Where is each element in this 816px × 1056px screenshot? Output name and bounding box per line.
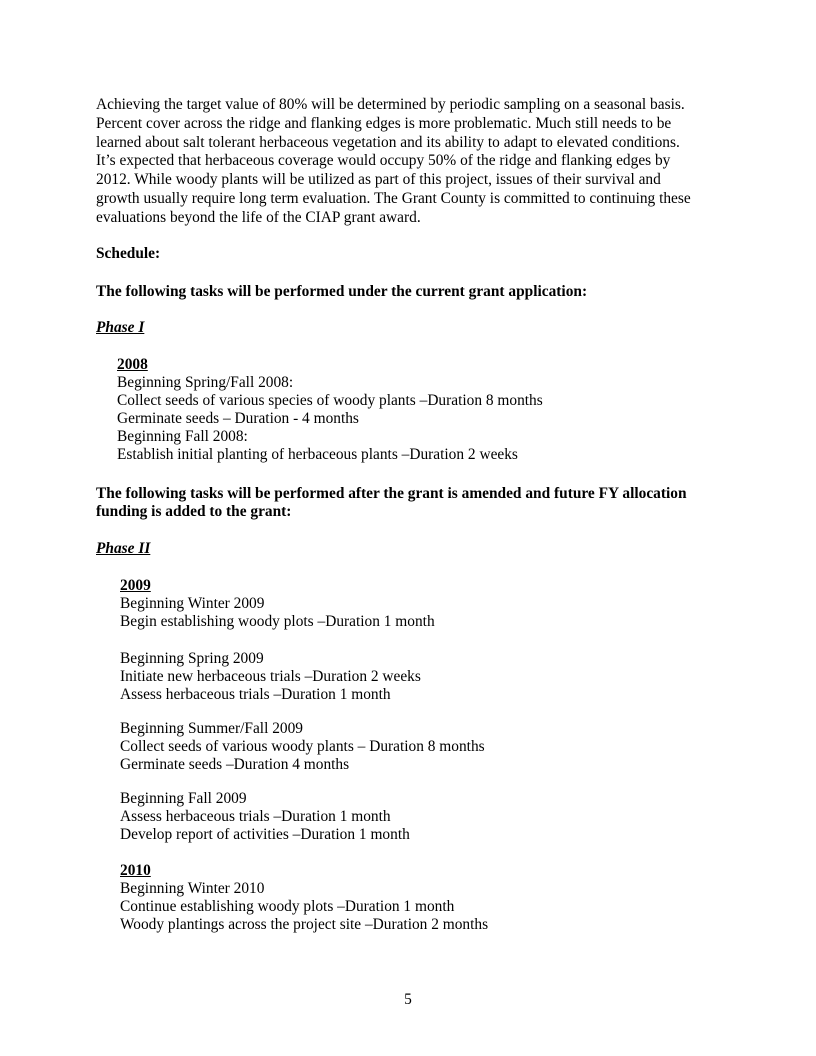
- intro-line: Percent cover across the ridge and flanking edges is more problematic. Much still needs to be: [96, 115, 672, 132]
- year-2010-heading: 2010: [120, 862, 151, 879]
- task-line: Woody plantings across the project site –Duration 2 months: [120, 916, 489, 933]
- task-line: Initiate new herbaceous trials –Duration 2 weeks: [120, 668, 421, 685]
- task-line: Beginning Fall 2008:: [117, 428, 248, 445]
- phase-2-title: Phase II: [96, 540, 151, 557]
- phase-1-title: Phase I: [96, 319, 145, 336]
- intro-line: It’s expected that herbaceous coverage would occupy 50% of the ridge and flanking edges by: [96, 152, 671, 169]
- task-line: Beginning Spring/Fall 2008:: [117, 374, 294, 391]
- intro-line: evaluations beyond the life of the CIAP grant award.: [96, 209, 421, 226]
- task-line: Beginning Fall 2009: [120, 790, 247, 807]
- year-2008-heading: 2008: [117, 356, 148, 373]
- task-line: Collect seeds of various woody plants – Duration 8 months: [120, 738, 485, 755]
- task-line: Collect seeds of various species of woody plants –Duration 8 months: [117, 392, 543, 409]
- current-grant-heading: The following tasks will be performed under the current grant application:: [96, 283, 588, 300]
- intro-line: growth usually require long term evaluation. The Grant County is committed to continuing these: [96, 190, 691, 207]
- intro-line: Achieving the target value of 80% will be determined by periodic sampling on a seasonal basis.: [96, 96, 685, 113]
- task-line: Assess herbaceous trials –Duration 1 month: [120, 686, 391, 703]
- task-line: Begin establishing woody plots –Duration 1 month: [120, 613, 435, 630]
- amended-heading-line: funding is added to the grant:: [96, 503, 292, 520]
- schedule-heading: Schedule:: [96, 245, 161, 262]
- task-line: Continue establishing woody plots –Duration 1 month: [120, 898, 455, 915]
- task-line: Beginning Spring 2009: [120, 650, 264, 667]
- task-line: Beginning Winter 2010: [120, 880, 265, 897]
- amended-heading-line: The following tasks will be performed after the grant is amended and future FY allocation: [96, 485, 687, 502]
- page-number: 5: [404, 991, 412, 1008]
- task-line: Germinate seeds – Duration - 4 months: [117, 410, 359, 427]
- year-2009-heading: 2009: [120, 577, 151, 594]
- intro-line: 2012. While woody plants will be utilized as part of this project, issues of their survival and: [96, 171, 661, 188]
- task-line: Develop report of activities –Duration 1 month: [120, 826, 410, 843]
- task-line: Establish initial planting of herbaceous plants –Duration 2 weeks: [117, 446, 518, 463]
- task-line: Beginning Summer/Fall 2009: [120, 720, 303, 737]
- task-line: Germinate seeds –Duration 4 months: [120, 756, 350, 773]
- intro-line: learned about salt tolerant herbaceous vegetation and its ability to adapt to elevated conditions.: [96, 134, 680, 151]
- task-line: Beginning Winter 2009: [120, 595, 265, 612]
- task-line: Assess herbaceous trials –Duration 1 month: [120, 808, 391, 825]
